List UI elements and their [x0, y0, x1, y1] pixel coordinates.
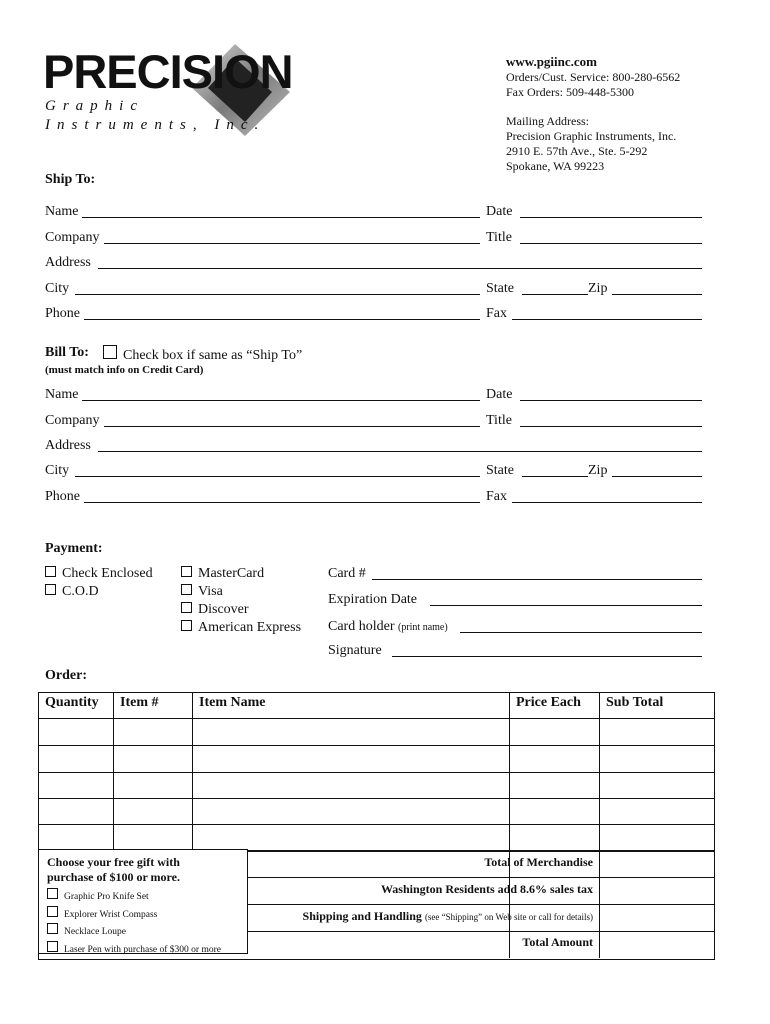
ship-company-label: Company [45, 230, 100, 245]
ship-date-label: Date [486, 204, 513, 219]
logo-wordmark: PRECISION [43, 45, 293, 98]
ship-address-label: Address [45, 255, 91, 270]
gift-option-compass[interactable]: Explorer Wrist Compass [47, 906, 239, 924]
same-as-ship-to[interactable] [103, 345, 302, 364]
ship-fax-label: Fax [486, 306, 507, 321]
bill-phone-label: Phone [45, 489, 80, 504]
signature-field[interactable] [392, 656, 702, 657]
orders-phone: Orders/Cust. Service: 800-280-6562 [506, 70, 681, 84]
card-holder-label: Card holder (print name) [328, 619, 448, 634]
ship-address-field[interactable] [98, 268, 702, 269]
bill-date-field[interactable] [520, 400, 702, 401]
row-line-9 [248, 931, 714, 932]
col-divider-2 [192, 692, 193, 850]
row-line-1 [38, 718, 714, 719]
ship-state-label: State [486, 281, 514, 296]
row-line-8 [248, 904, 714, 905]
mailing-company: Precision Graphic Instruments, Inc. [506, 129, 677, 143]
total-amount-label: Total Amount [522, 935, 593, 949]
amex-checkbox[interactable] [181, 620, 192, 631]
bill-zip-field[interactable] [612, 476, 702, 477]
bill-phone-field[interactable] [84, 502, 480, 503]
ship-name-field[interactable] [82, 217, 480, 218]
col-divider-4 [599, 692, 600, 958]
bill-state-field[interactable] [522, 476, 588, 477]
bill-name-label: Name [45, 387, 79, 402]
logo-line-instruments: Instruments, Inc. [45, 117, 266, 133]
ship-title-field[interactable] [520, 243, 702, 244]
website: www.pgiinc.com [506, 54, 597, 69]
bill-city-field[interactable] [75, 476, 480, 477]
col-price-each: Price Each [516, 695, 581, 710]
col-item-name: Item Name [199, 695, 266, 710]
row-line-6 [248, 850, 714, 852]
gift-title: Choose your free gift with purchase of $100 or more. [47, 855, 180, 884]
order-heading: Order: [45, 668, 87, 683]
bill-city-label: City [45, 463, 70, 478]
row-line-5 [38, 824, 714, 825]
ship-phone-label: Phone [45, 306, 80, 321]
ship-to-heading: Ship To: [45, 172, 96, 187]
ship-phone-field[interactable] [84, 319, 480, 320]
discover-checkbox[interactable] [181, 602, 192, 613]
payment-visa[interactable]: Visa [181, 584, 223, 600]
knife-set-checkbox[interactable] [47, 888, 58, 899]
gift-option-loupe[interactable]: Necklace Loupe [47, 923, 239, 941]
cod-checkbox[interactable] [45, 584, 56, 595]
bill-title-label: Title [486, 413, 512, 428]
col-quantity: Quantity [45, 695, 99, 710]
payment-check-enclosed[interactable]: Check Enclosed [45, 566, 153, 582]
total-merchandise-label: Total of Merchandise [484, 855, 593, 869]
bill-name-field[interactable] [82, 400, 480, 401]
col-divider-1 [113, 692, 114, 850]
ship-city-label: City [45, 281, 70, 296]
row-line-7 [248, 877, 714, 878]
row-line-2 [38, 745, 714, 746]
ship-title-label: Title [486, 230, 512, 245]
loupe-checkbox[interactable] [47, 923, 58, 934]
ship-zip-field[interactable] [612, 294, 702, 295]
bill-to-note: (must match info on Credit Card) [45, 364, 204, 376]
payment-mastercard[interactable]: MasterCard [181, 566, 264, 582]
ship-name-label: Name [45, 204, 79, 219]
bill-company-label: Company [45, 413, 100, 428]
bill-address-field[interactable] [98, 451, 702, 452]
ship-state-field[interactable] [522, 294, 588, 295]
logo-line-graphic: Graphic [45, 98, 144, 114]
fax-orders: Fax Orders: 509-448-5300 [506, 85, 634, 99]
ship-fax-field[interactable] [512, 319, 702, 320]
card-number-field[interactable] [372, 579, 702, 580]
mailing-street: 2910 E. 57th Ave., Ste. 5-292 [506, 144, 648, 158]
gift-option-laser-pen[interactable]: Laser Pen with purchase of $300 or more [47, 941, 239, 959]
payment-discover[interactable]: Discover [181, 602, 249, 618]
bill-zip-label: Zip [588, 463, 608, 478]
same-as-ship-label: Check box if same as “Ship To” [123, 348, 303, 363]
sales-tax-label: Washington Residents add 8.6% sales tax [380, 882, 593, 896]
ship-date-field[interactable] [520, 217, 702, 218]
row-line-3 [38, 772, 714, 773]
signature-label: Signature [328, 643, 382, 658]
col-item-number: Item # [120, 695, 159, 710]
laser-pen-checkbox[interactable] [47, 941, 58, 952]
mastercard-checkbox[interactable] [181, 566, 192, 577]
mailing-city: Spokane, WA 99223 [506, 159, 605, 173]
gift-option-knife-set[interactable]: Graphic Pro Knife Set [47, 888, 239, 906]
free-gift-box [38, 849, 248, 954]
bill-date-label: Date [486, 387, 513, 402]
card-holder-field[interactable] [460, 632, 702, 633]
row-line-4 [38, 798, 714, 799]
bill-title-field[interactable] [520, 426, 702, 427]
bill-state-label: State [486, 463, 514, 478]
bill-to-heading: Bill To: [45, 345, 89, 360]
bill-address-label: Address [45, 438, 91, 453]
visa-checkbox[interactable] [181, 584, 192, 595]
check-enclosed-checkbox[interactable] [45, 566, 56, 577]
ship-zip-label: Zip [588, 281, 608, 296]
compass-checkbox[interactable] [47, 906, 58, 917]
payment-heading: Payment: [45, 541, 103, 556]
same-as-ship-checkbox[interactable] [103, 345, 117, 359]
expiration-label: Expiration Date [328, 592, 418, 607]
mailing-label: Mailing Address: [506, 114, 589, 128]
card-number-label: Card # [328, 566, 366, 581]
bill-fax-field[interactable] [512, 502, 702, 503]
payment-cod[interactable]: C.O.D [45, 584, 99, 600]
bill-company-field[interactable] [104, 426, 480, 427]
ship-company-field[interactable] [104, 243, 480, 244]
col-sub-total: Sub Total [606, 695, 664, 710]
bill-fax-label: Fax [486, 489, 507, 504]
shipping-label: Shipping and Handling (see “Shipping” on Web site or call for details) [302, 909, 593, 923]
payment-amex[interactable]: American Express [181, 620, 301, 636]
ship-city-field[interactable] [75, 294, 480, 295]
expiration-field[interactable] [430, 605, 702, 606]
